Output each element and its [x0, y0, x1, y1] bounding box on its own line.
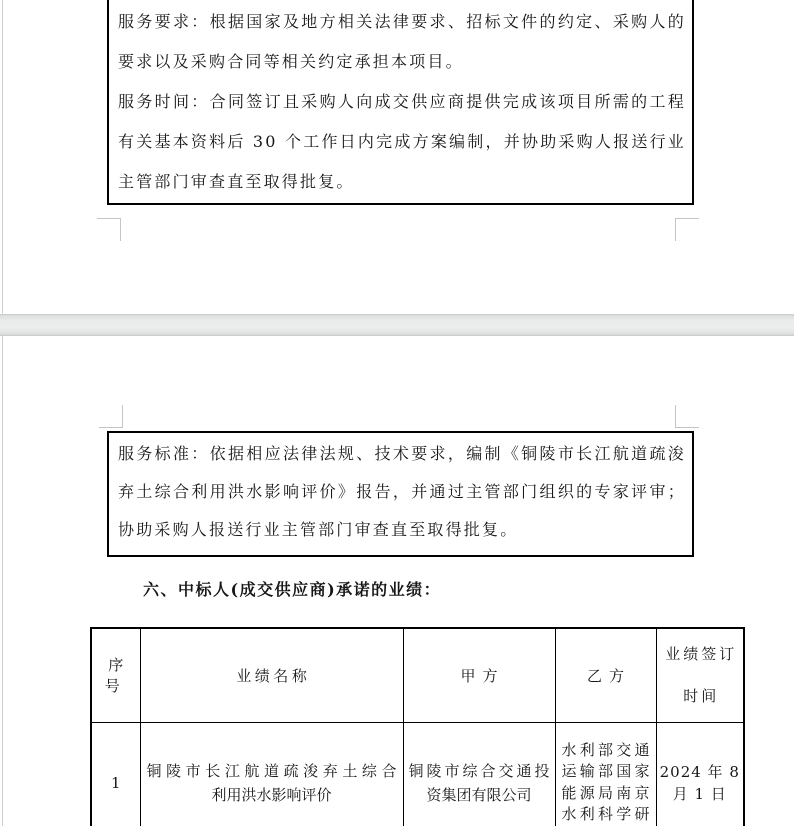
box-text-line[interactable]: 弃土综合利用洪水影响评价》报告，并通过主管部门组织的专家评审；	[118, 482, 686, 501]
box-text-line[interactable]: 服务时间：合同签订且采购人向成交供应商提供完成该项目所需的工程	[118, 92, 686, 111]
header-sign-time[interactable]	[656, 628, 744, 722]
header-seq[interactable]: 序号	[91, 628, 140, 722]
cell-text-line: 利用洪水影响评价	[211, 785, 332, 804]
box-text-line[interactable]: 要求以及采购合同等相关约定承担本项目。	[118, 52, 464, 71]
section-heading[interactable]: 六、中标人(成交供应商)承诺的业绩：	[143, 580, 442, 599]
cell-name[interactable]	[140, 722, 403, 826]
box-text-line[interactable]: 服务标准：依据相应法律法规、技术要求，编制《铜陵市长江航道疏浚	[118, 444, 686, 463]
cell-sign-time[interactable]	[656, 722, 744, 826]
cell-text-line: 资集团有限公司	[426, 785, 532, 804]
box-text-line[interactable]: 有关基本资料后 30 个工作日内完成方案编制，并协助采购人报送行业	[118, 132, 686, 151]
margin-corner-mark-top-right	[675, 405, 699, 428]
table-row	[91, 722, 744, 826]
margin-corner-mark-top-left	[99, 405, 123, 428]
box-text-line[interactable]: 协助采购人报送行业主管部门审查直至取得批复。	[118, 520, 519, 539]
box-text-line[interactable]: 主管部门审查直至取得批复。	[118, 172, 355, 191]
cell-text-line: 2024 年 8	[659, 762, 740, 781]
cell-party-b[interactable]	[555, 722, 656, 826]
header-sign-time-line: 时间	[683, 687, 720, 706]
performance-table	[90, 627, 745, 826]
header-name[interactable]: 业绩名称	[140, 628, 403, 722]
cell-party-a[interactable]	[403, 722, 555, 826]
service-requirements-box[interactable]	[107, 0, 694, 205]
box-text-line[interactable]: 服务要求：根据国家及地方相关法律要求、招标文件的约定、采购人的	[118, 12, 686, 31]
cell-text-line: 水利部交通	[561, 740, 650, 759]
cell-text-line: 铜陵市长江航道疏浚弃土综合	[146, 761, 397, 780]
header-party-b[interactable]: 乙方	[555, 628, 656, 722]
margin-corner-mark-bottom-right	[675, 218, 699, 241]
margin-corner-mark-bottom-left	[97, 218, 121, 241]
cell-text-line: 运输部国家	[561, 762, 650, 781]
table-header-row	[91, 628, 744, 722]
cell-text-line: 铜陵市综合交通投	[408, 761, 550, 780]
cell-text-line: 月 1 日	[672, 784, 727, 803]
header-sign-time-line: 业绩签订	[665, 645, 738, 664]
header-party-a[interactable]: 甲方	[403, 628, 555, 722]
cell-text-line: 能源局南京	[561, 783, 650, 802]
service-standard-box[interactable]	[107, 431, 694, 557]
cell-text-line: 水利科学研	[561, 805, 650, 824]
page-break-band	[0, 314, 794, 336]
cell-seq[interactable]: 1	[91, 722, 140, 826]
